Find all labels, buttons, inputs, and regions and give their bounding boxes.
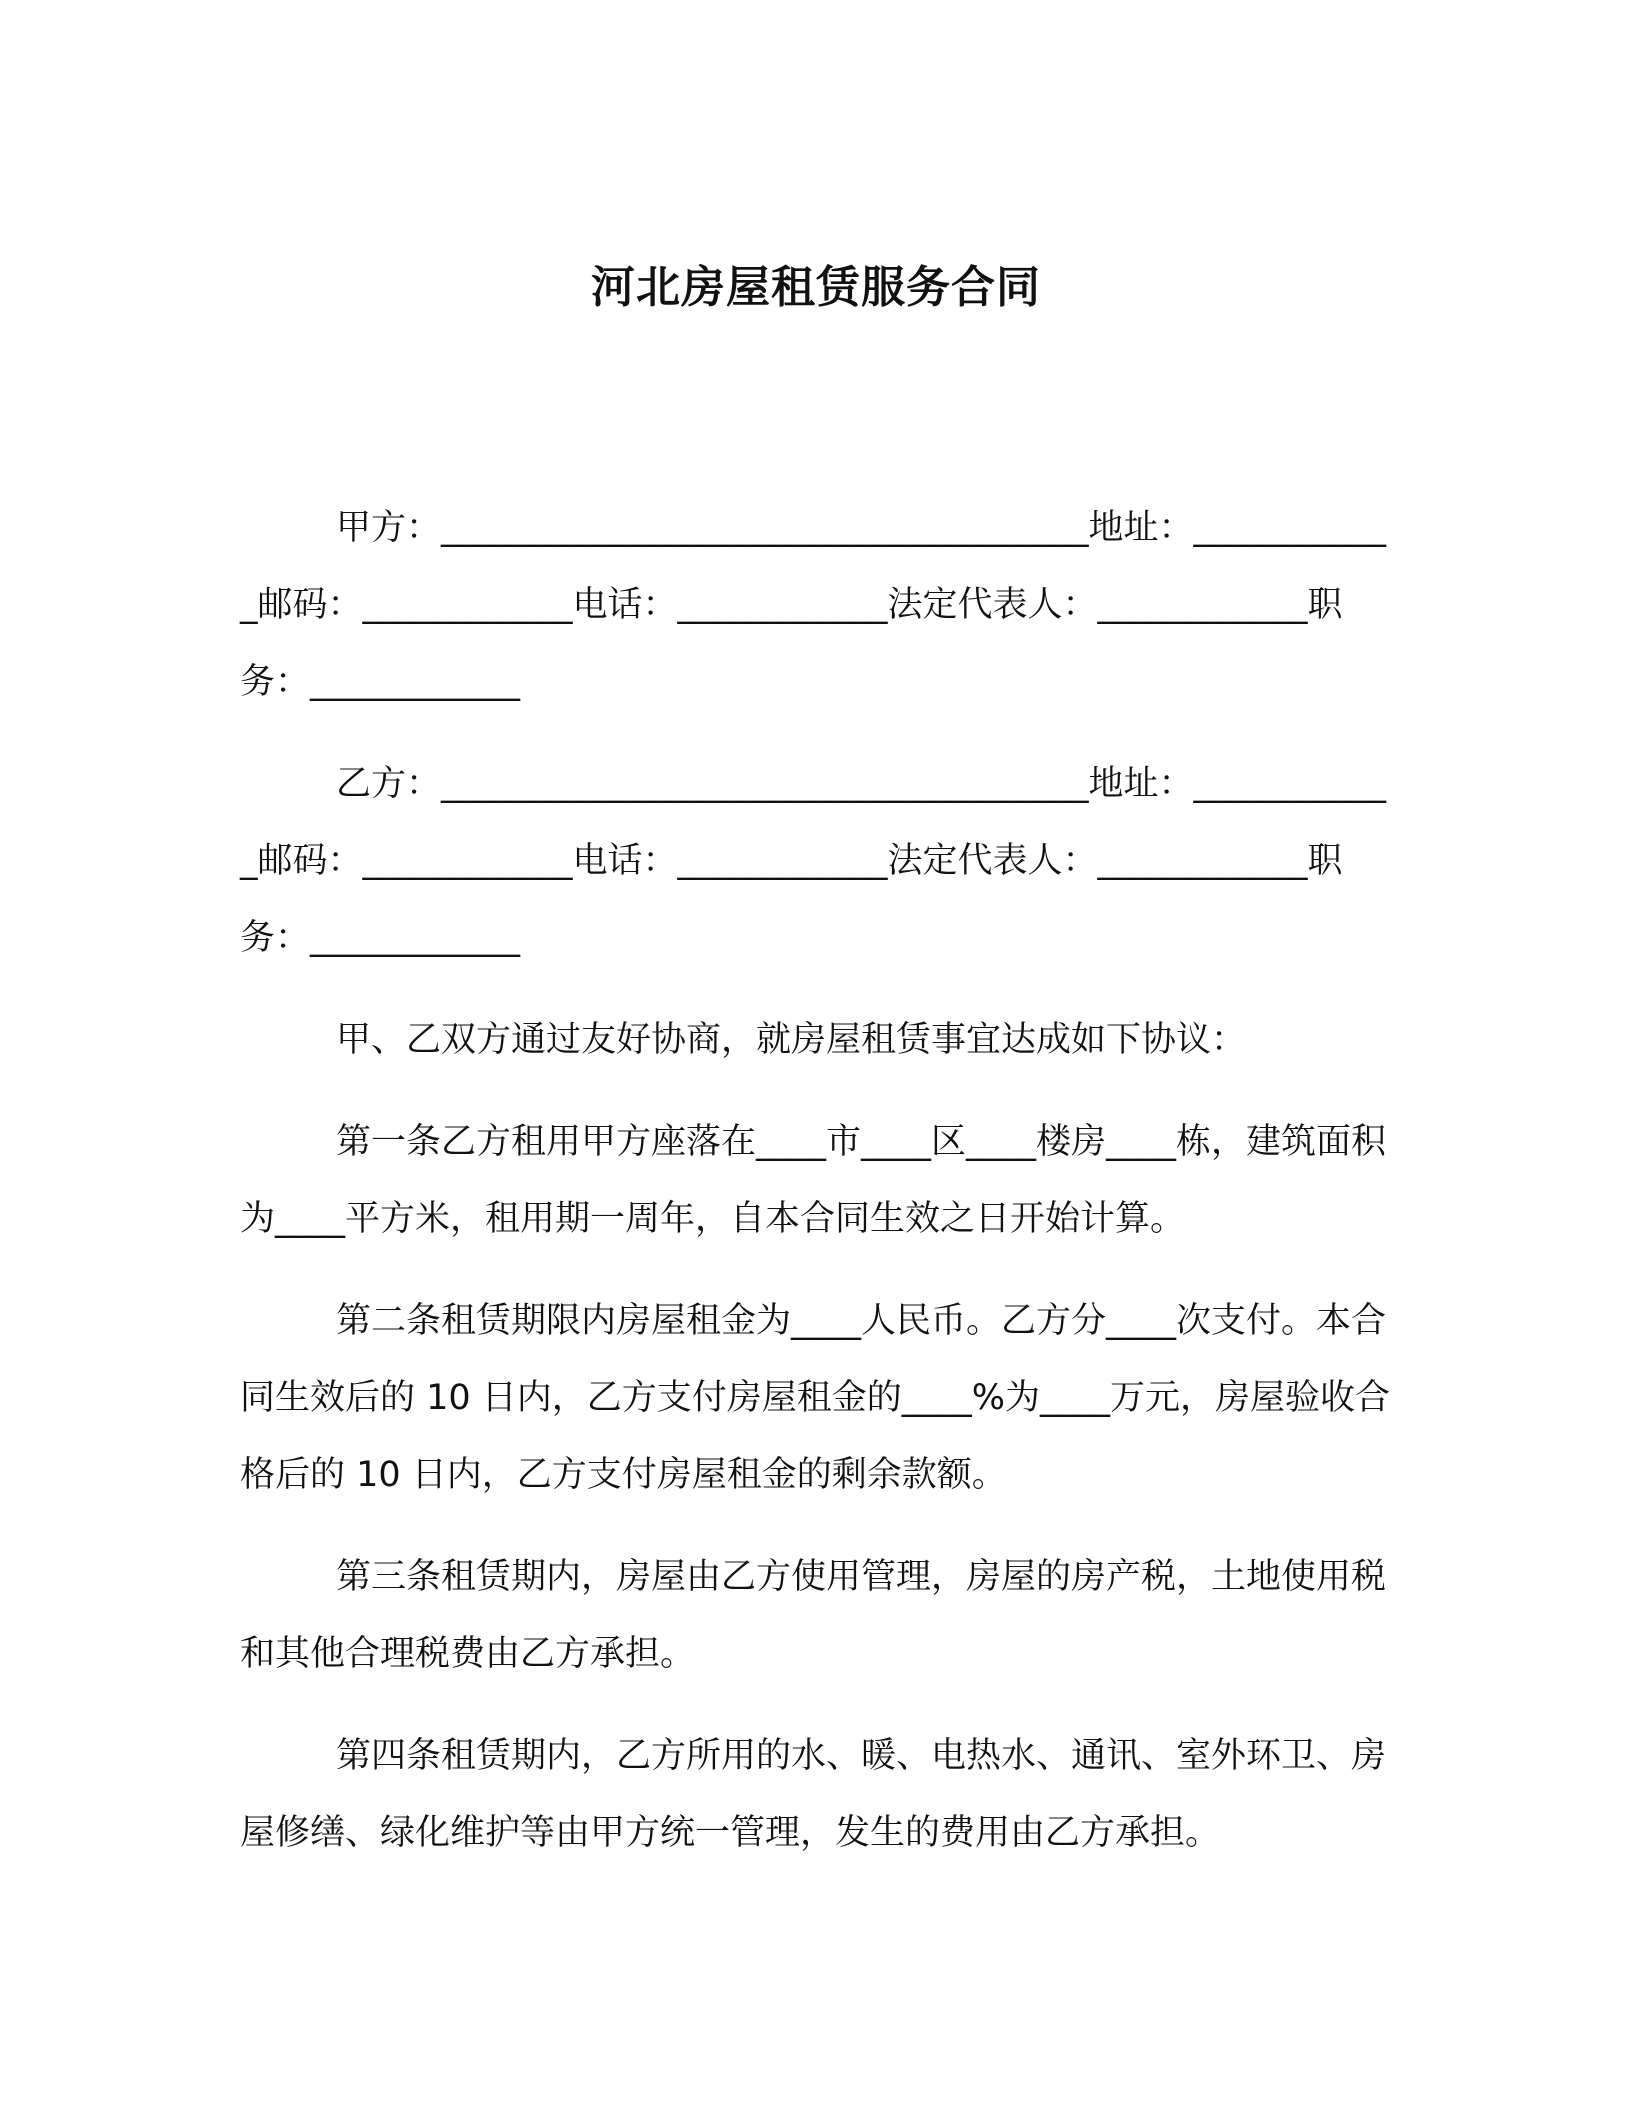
party-a-info: 甲方：_____________________________________地址：____________邮码：____________电话：____________法定代表人：____________职务：____________ (240, 508, 1387, 702)
article-3: 第三条租赁期内，房屋由乙方使用管理，房屋的房产税，土地使用税和其他合理税费由乙方承担。 (240, 1557, 1387, 1674)
article-2: 第二条租赁期限内房屋租金为____人民币。乙方分____次支付。本合同生效后的 10 日内，乙方支付房屋租金的____%为____万元，房屋验收合格后的 10 日内，乙方支付房屋租金的剩余款额。 (240, 1301, 1391, 1495)
article-4: 第四条租赁期内，乙方所用的水、暖、电热水、通讯、室外环卫、房屋修缮、绿化维护等由甲方统一管理，发生的费用由乙方承担。 (240, 1736, 1387, 1853)
document-body (240, 490, 1400, 1897)
party-b-info: 乙方：_____________________________________地址：____________邮码：____________电话：____________法定代表人：____________职务：____________ (240, 764, 1387, 958)
agreement-intro: 甲、乙双方通过友好协商，就房屋租赁事宜达成如下协议： (336, 1020, 1247, 1060)
article-1: 第一条乙方租用甲方座落在____市____区____楼房____栋，建筑面积为____平方米，租用期一周年，自本合同生效之日开始计算。 (240, 1122, 1387, 1239)
document-title: 河北房屋租赁服务合同 (591, 262, 1041, 314)
